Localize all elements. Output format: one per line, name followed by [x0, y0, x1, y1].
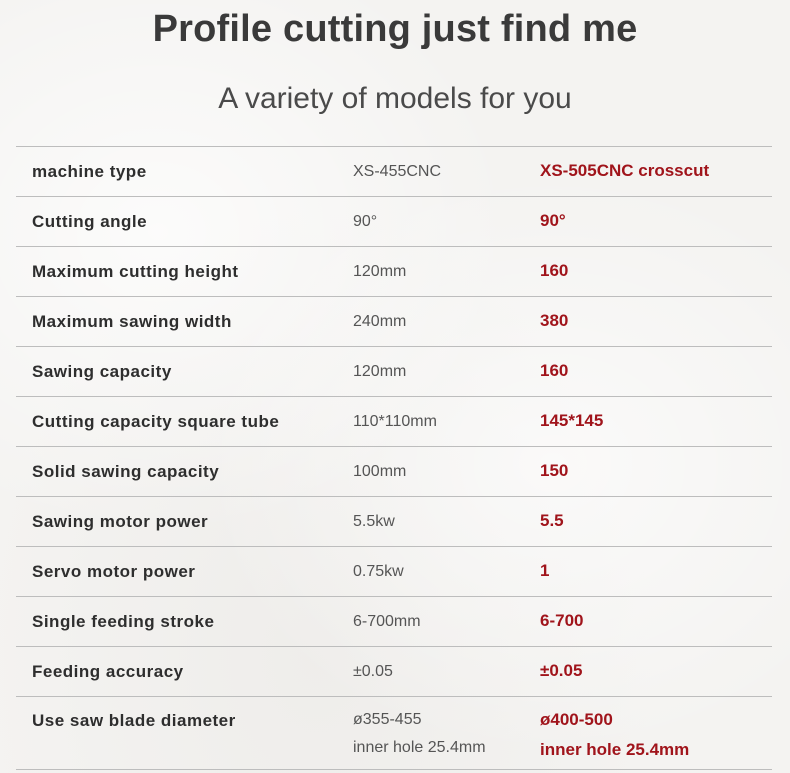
- model-b-value: 150: [540, 461, 569, 480]
- model-b-value: 90°: [540, 211, 566, 230]
- model-b-value: XS-505CNC crosscut: [540, 161, 710, 180]
- table-row: [16, 597, 772, 647]
- row-label: Use saw blade diameter: [32, 711, 236, 730]
- model-a-value: 100mm: [353, 463, 407, 480]
- model-b-value: 160: [540, 261, 569, 280]
- model-a-value-line2: inner hole 25.4mm: [353, 739, 486, 756]
- row-label: machine type: [32, 162, 147, 181]
- model-a-value: XS-455CNC: [353, 163, 442, 180]
- model-b-value: 6-700: [540, 611, 584, 630]
- table-row: [16, 547, 772, 597]
- row-label: Sawing capacity: [32, 362, 172, 381]
- spec-table: [16, 146, 772, 770]
- row-label: Single feeding stroke: [32, 612, 215, 631]
- row-label: Servo motor power: [32, 562, 196, 581]
- table-row: [16, 197, 772, 247]
- model-a-value: ±0.05: [353, 663, 393, 680]
- model-a-value: 0.75kw: [353, 563, 404, 580]
- model-b-value: [540, 710, 689, 760]
- model-a-value: 120mm: [353, 263, 407, 280]
- table-row: [16, 347, 772, 397]
- row-label: Cutting angle: [32, 212, 148, 231]
- model-b-value: 145*145: [540, 411, 604, 430]
- row-label: Sawing motor power: [32, 512, 209, 531]
- row-label: Cutting capacity square tube: [32, 412, 280, 431]
- model-a-value: 110*110mm: [353, 413, 437, 430]
- table-row: [16, 147, 772, 197]
- model-b-value: 1: [540, 561, 550, 580]
- table-row: [16, 647, 772, 697]
- model-a-value: 6-700mm: [353, 613, 421, 630]
- model-a-value: 120mm: [353, 363, 407, 380]
- model-b-value: 5.5: [540, 511, 564, 530]
- table-row: [16, 697, 772, 770]
- model-a-value-line1: ø355-455: [353, 711, 422, 728]
- model-a-value: 90°: [353, 213, 378, 230]
- row-label: Feeding accuracy: [32, 662, 184, 681]
- model-a-value: 5.5kw: [353, 513, 395, 530]
- model-b-value-line2: inner hole 25.4mm: [540, 740, 690, 759]
- page-subtitle: A variety of models for you: [218, 82, 572, 115]
- table-row: [16, 397, 772, 447]
- table-row: [16, 247, 772, 297]
- model-b-value: 380: [540, 311, 569, 330]
- model-a-value: 240mm: [353, 313, 407, 330]
- row-label: Maximum cutting height: [32, 262, 239, 281]
- model-a-value: [353, 711, 486, 757]
- page-title: Profile cutting just find me: [152, 8, 638, 50]
- model-b-value: 160: [540, 361, 569, 380]
- table-row: [16, 297, 772, 347]
- row-label: Solid sawing capacity: [32, 462, 220, 481]
- row-label: Maximum sawing width: [32, 312, 232, 331]
- table-row: [16, 447, 772, 497]
- model-b-value-line1: ø400-500: [540, 710, 613, 729]
- table-row: [16, 497, 772, 547]
- model-b-value: ±0.05: [540, 661, 583, 680]
